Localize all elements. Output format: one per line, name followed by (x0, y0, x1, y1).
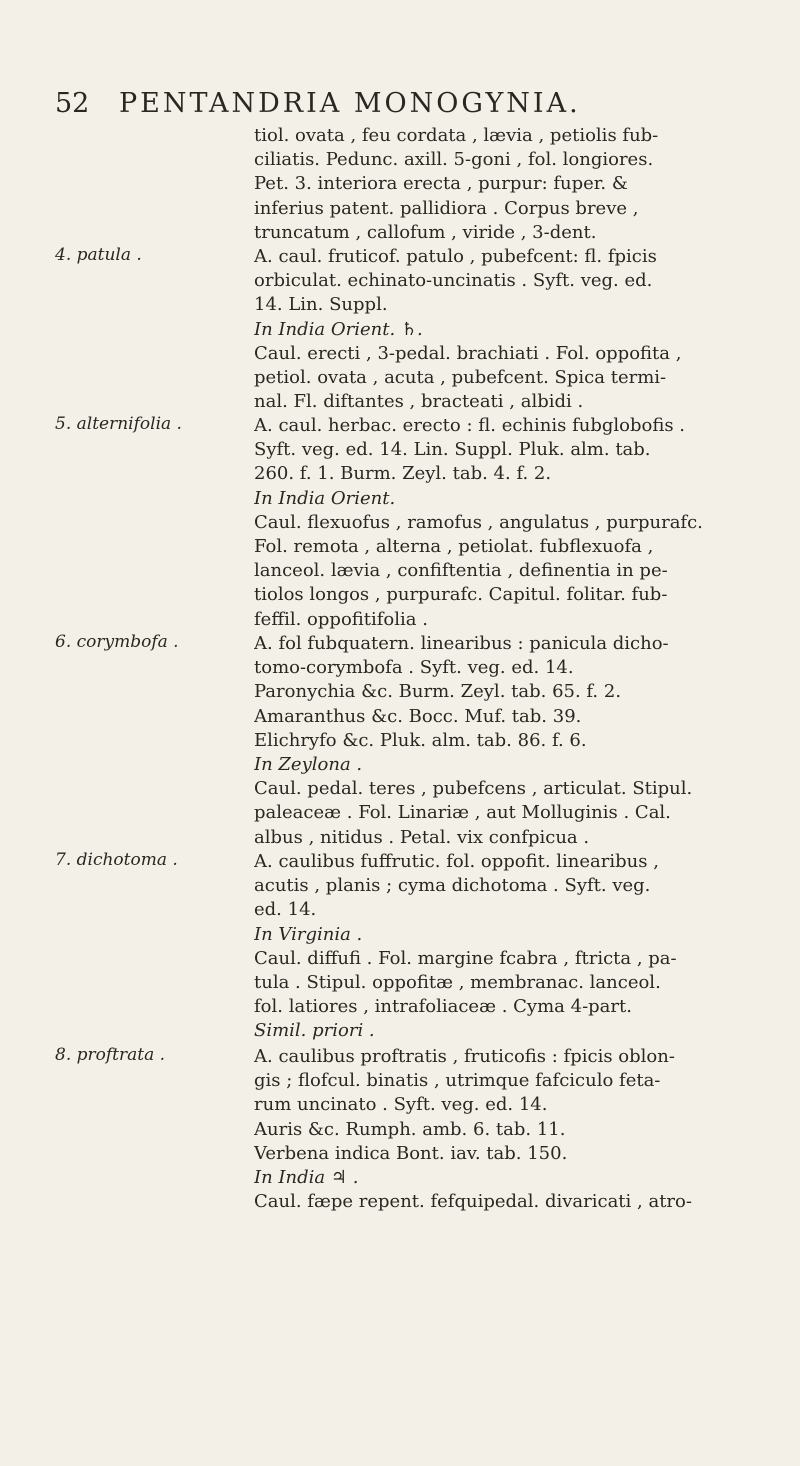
text-line: In Virginia . (254, 923, 363, 945)
text-line: ed. 14. (254, 899, 317, 921)
text-line: paleaceæ . Fol. Linariæ , aut Molluginis . Cal. (254, 802, 671, 824)
text-line: gis ; flofcul. binatis , utrimque fafciculo feta- (254, 1070, 661, 1092)
text-line: Amaranthus &c. Bocc. Muf. tab. 39. (254, 705, 582, 727)
text-line: Caul. fæpe repent. fefquipedal. divaricati , atro- (254, 1191, 692, 1213)
text-line: Pet. 3. interiora erecta , purpur: fuper. & (254, 173, 628, 195)
text-line: Auris &c. Rumph. amb. 6. tab. 11. (254, 1118, 566, 1140)
text-line: Paronychia &c. Burm. Zeyl. tab. 65. f. 2. (254, 681, 622, 703)
text-line: acutis , planis ; cyma dichotoma . Syft. veg. (254, 875, 651, 897)
text-line: tiol. ovata , feu cordata , lævia , petiolis fub- (254, 125, 659, 146)
text-line: A. caul. herbac. erecto : fl. echinis fubglobofis . (254, 415, 686, 436)
text-line: tula . Stipul. oppofitæ , membranac. lanceol. (254, 972, 661, 994)
species-label: 6. corymbofa . (55, 632, 179, 652)
text-line: A. caulibus proftratis , fruticofis : fpicis oblon- (254, 1046, 675, 1067)
text-line: inferius patent. pallidiora . Corpus breve , (254, 197, 639, 219)
running-title: PENTANDRIA MONOGYNIA. (118, 88, 581, 119)
text-line: tiolos longos , purpurafc. Capitul. folitar. fub- (254, 584, 668, 606)
text-line: Syft. veg. ed. 14. Lin. Suppl. Pluk. alm. tab. (254, 439, 651, 461)
text-line: In Zeylona . (254, 754, 363, 776)
text-line: 14. Lin. Suppl. (254, 294, 388, 316)
species-description (254, 1045, 772, 1214)
species-description (254, 632, 772, 850)
text-line: Caul. flexuofus , ramofus , angulatus , purpurafc. (254, 511, 703, 533)
text-line: 260. f. 1. Burm. Zeyl. tab. 4. f. 2. (254, 463, 552, 485)
species-description (254, 245, 772, 414)
species-label: 7. dichotoma . (55, 850, 178, 870)
text-line: tomo-corymbofa . Syft. veg. ed. 14. (254, 657, 574, 679)
page-number: 52 (55, 88, 90, 119)
text-line: Caul. diffufi . Fol. margine fcabra , ftricta , pa- (254, 947, 677, 969)
text-line: A. caulibus fuffrutic. fol. oppofit. linearibus , (254, 851, 659, 872)
species-description (254, 850, 772, 1044)
text-line: Verbena indica Bont. iav. tab. 150. (254, 1142, 568, 1164)
text-line: A. fol fubquatern. linearibus : panicula dicho- (254, 633, 669, 654)
text-line: truncatum , callofum , viride , 3-dent. (254, 221, 597, 243)
text-line: Caul. pedal. teres , pubefcens , articulat. Stipul. (254, 778, 693, 800)
species-label: 5. alternifolia . (55, 414, 182, 434)
text-line: orbiculat. echinato-uncinatis . Syft. veg. ed. (254, 270, 653, 292)
text-line: ciliatis. Pedunc. axill. 5-goni , fol. longiores. (254, 149, 654, 171)
text-line: In India Orient. (254, 487, 396, 509)
text-line: nal. Fl. diftantes , bracteati , albidi . (254, 391, 584, 413)
text-line: albus , nitidus . Petal. vix confpicua . (254, 826, 590, 848)
species-description (254, 414, 772, 632)
text-line: In India ♃ . (254, 1167, 359, 1189)
text-line: Elichryfo &c. Pluk. alm. tab. 86. f. 6. (254, 729, 587, 751)
text-line: Simil. priori . (254, 1020, 375, 1042)
text-line: Fol. remota , alterna , petiolat. fubflexuofa , (254, 536, 654, 558)
species-label: 4. patula . (55, 245, 142, 265)
text-line: In India Orient. ♄. (254, 318, 423, 340)
text-line: feffil. oppofitifolia . (254, 608, 428, 630)
preface-text (254, 124, 772, 245)
text-line: fol. latiores , intrafoliaceæ . Cyma 4-part. (254, 996, 632, 1018)
text-line: Caul. erecti , 3-pedal. brachiati . Fol. oppofita , (254, 342, 682, 364)
species-label: 8. proftrata . (55, 1045, 166, 1065)
text-line: petiol. ovata , acuta , pubefcent. Spica termi- (254, 367, 667, 389)
text-line: lanceol. lævia , confiftentia , definentia in pe- (254, 560, 668, 582)
running-header (55, 88, 755, 119)
text-line: rum uncinato . Syft. veg. ed. 14. (254, 1094, 548, 1116)
text-line: A. caul. fruticof. patulo , pubefcent: fl. fpicis (254, 246, 657, 267)
